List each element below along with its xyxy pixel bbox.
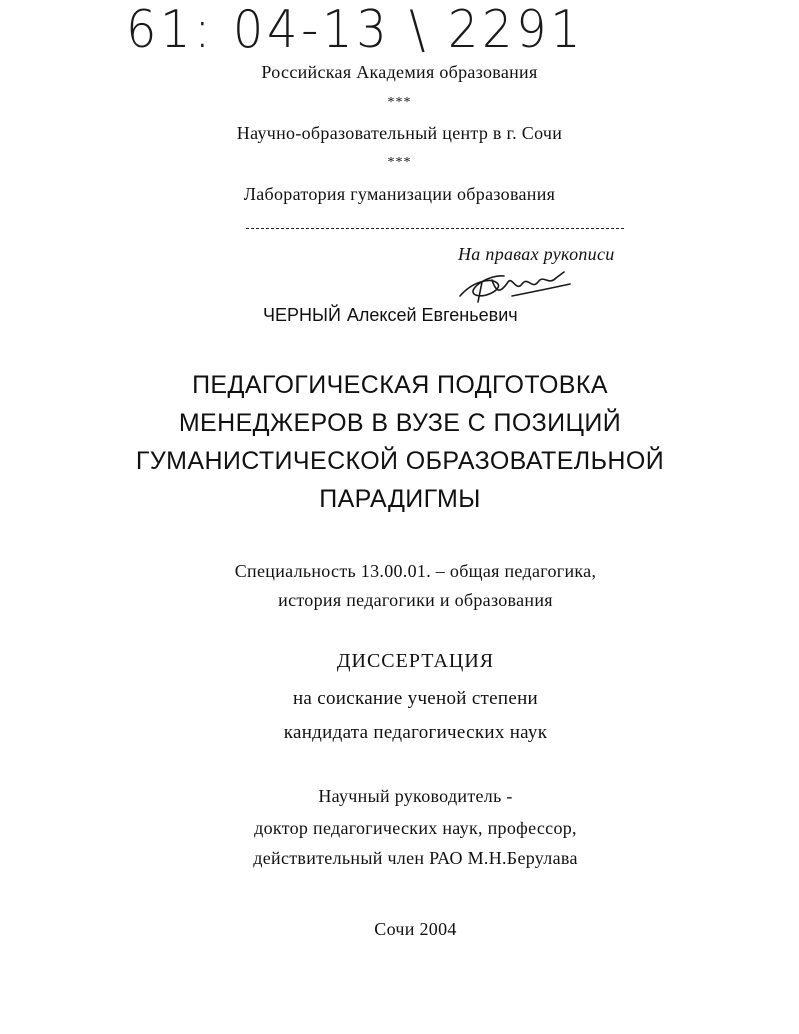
separator-stars: ***	[387, 155, 412, 170]
degree-line-2: кандидата педагогических наук	[283, 722, 548, 743]
specialty-line-1: Специальность 13.00.01. – общая педагогика,	[234, 561, 597, 581]
author-surname: ЧЕРНЫЙ	[263, 305, 341, 325]
separator-stars: ***	[387, 95, 412, 110]
title-line: ГУМАНИСТИЧЕСКОЙ ОБРАЗОВАТЕЛЬНОЙ	[135, 447, 665, 475]
degree-line-1: на соискание ученой степени	[292, 688, 539, 709]
specialty-line-2: история педагогики и образования	[278, 590, 553, 610]
divider-line	[246, 228, 624, 229]
title-line: ПАРАДИГМЫ	[319, 485, 481, 513]
center-name: Научно-образовательный центр в г. Сочи	[236, 123, 563, 143]
supervisor-line-2: доктор педагогических наук, профессор,	[254, 818, 577, 838]
title-line: МЕНЕДЖЕРОВ В ВУЗЕ С ПОЗИЦИЙ	[178, 409, 622, 437]
author-name	[263, 305, 518, 326]
academy-name: Российская Академия образования	[261, 62, 538, 82]
title-line: ПЕДАГОГИЧЕСКАЯ ПОДГОТОВКА	[192, 371, 608, 399]
dissertation-heading: ДИССЕРТАЦИЯ	[336, 650, 495, 672]
supervisor-line-1: Научный руководитель -	[318, 786, 513, 806]
supervisor-line-3: действительный член РАО М.Н.Берулава	[253, 848, 578, 868]
laboratory-name: Лаборатория гуманизации образования	[243, 184, 556, 204]
manuscript-note: На правах рукописи	[458, 244, 615, 264]
dissertation-title	[100, 366, 700, 518]
archive-code: 61: 04-13 \ 2291	[126, 0, 585, 60]
author-given-name: Алексей Евгеньевич	[346, 305, 518, 325]
place-year: Сочи 2004	[374, 919, 457, 939]
